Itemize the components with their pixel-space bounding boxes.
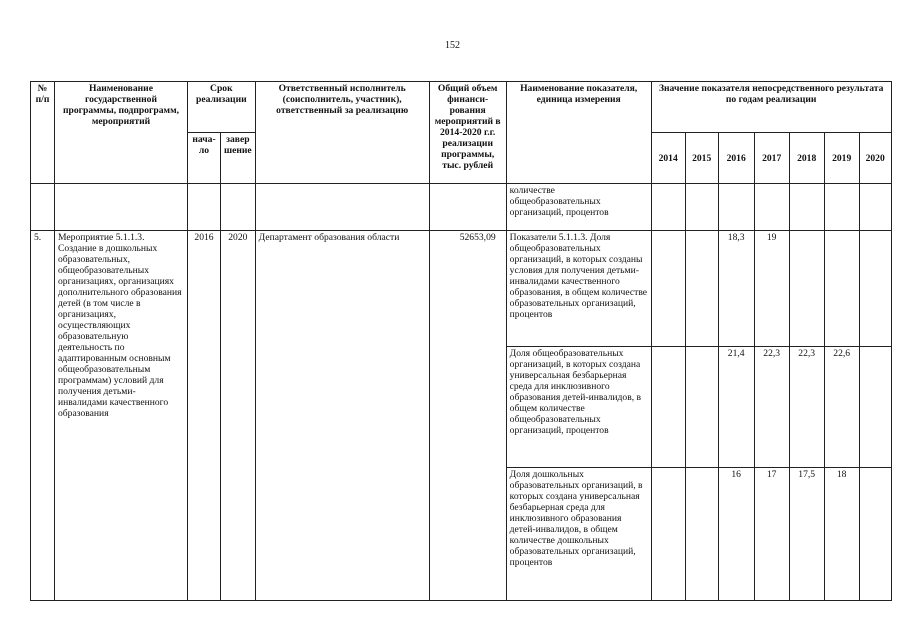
indicator-value	[859, 231, 891, 347]
year-2017: 2017	[754, 133, 789, 184]
indicator-name: Доля общеобразовательных организаций, в которых создана универсальная безбарьерная среда для инклюзивного образования детей-инвалидов, в общем количестве общеобразовательных организаций, процентов	[506, 347, 651, 468]
indicator-name: Доля дошкольных образовательных организаций, в которых создана универсальная безбарьерная среда для инклюзивного образования детей-инвалидов, в общем количестве дошкольных образовательных организаций, процентов	[506, 468, 651, 601]
item-start: 2016	[188, 231, 221, 601]
year-2018: 2018	[789, 133, 824, 184]
header-executor: Ответственный исполнитель (соисполнитель, участник), ответственный за реализацию	[255, 82, 429, 184]
header-start: нача-ло	[188, 133, 221, 184]
indicator-value	[789, 231, 824, 347]
indicator-value	[859, 347, 891, 468]
header-row	[31, 82, 892, 133]
indicator-value: 17,5	[789, 468, 824, 601]
program-table	[30, 81, 892, 601]
header-end: завер шение	[221, 133, 256, 184]
indicator-value	[651, 468, 685, 601]
year-2016: 2016	[718, 133, 754, 184]
indicator-value: 22,3	[789, 347, 824, 468]
indicator-value	[685, 468, 718, 601]
indicator-value	[685, 347, 718, 468]
indicator-value	[651, 231, 685, 347]
header-indicator: Наименование показателя, единица измерения	[506, 82, 651, 184]
indicator-value	[685, 231, 718, 347]
indicator-value	[651, 347, 685, 468]
item-volume: 52653,09	[429, 231, 506, 601]
header-values: Значение показателя непосредственного результата по годам реализации	[651, 82, 891, 133]
item-name: Мероприятие 5.1.1.3. Создание в дошкольных образовательных, общеобразовательных организациях, организациях дополнительного образования детей (в том числе в организациях, осуществляющих образовательную деятельность по адаптированным основным общеобразовательным программам) условий для получения детьми-инвалидами качественного образования	[55, 231, 188, 601]
indicator-value	[824, 231, 859, 347]
indicator-name: Показатели 5.1.1.3. Доля общеобразовательных организаций, в которых созданы условия для получения детьми-инвалидами качественного образования, в общем количестве образовательных организаций, процентов	[506, 231, 651, 347]
page-number: 152	[445, 40, 460, 51]
year-2020: 2020	[859, 133, 891, 184]
indicator-value: 18	[824, 468, 859, 601]
item-num: 5.	[31, 231, 55, 601]
indicator-value: 16	[718, 468, 754, 601]
indicator-value: 17	[754, 468, 789, 601]
year-2014: 2014	[651, 133, 685, 184]
year-2015: 2015	[685, 133, 718, 184]
item-executor: Департамент образования области	[255, 231, 429, 601]
header-num: № п/п	[31, 82, 55, 184]
continued-indicator: количестве общеобразовательных организаций, процентов	[506, 184, 651, 231]
continued-row	[31, 184, 892, 231]
header-term: Срок реализации	[188, 82, 256, 133]
header-name: Наименование государственной программы, подпрограмм, мероприятий	[55, 82, 188, 184]
indicator-value: 22,3	[754, 347, 789, 468]
indicator-value: 18,3	[718, 231, 754, 347]
indicator-value: 22,6	[824, 347, 859, 468]
indicator-value: 21,4	[718, 347, 754, 468]
indicator-value	[859, 468, 891, 601]
header-volume: Общий объем финанси-рования мероприятий в 2014-2020 г.г. реализации программы, тыс. рублей	[429, 82, 506, 184]
item-end: 2020	[221, 231, 256, 601]
indicator-value: 19	[754, 231, 789, 347]
table-row	[31, 231, 892, 347]
year-2019: 2019	[824, 133, 859, 184]
